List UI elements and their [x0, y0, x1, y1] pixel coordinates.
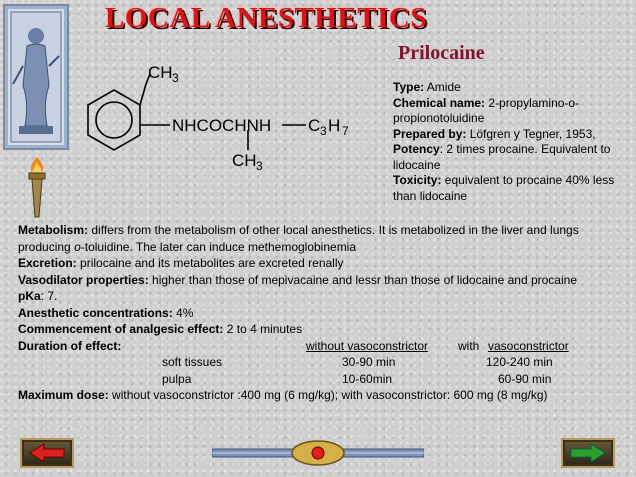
- potency-value: : 2 times procaine. Equivalent to lidocaine: [393, 142, 611, 172]
- drug-info-panel: [393, 80, 633, 204]
- pka-value: : 7.: [40, 289, 58, 303]
- metabolism-row: [18, 222, 630, 255]
- pka-label: pKa: [18, 289, 41, 303]
- concentration-row: [18, 305, 630, 322]
- torch-icon: [24, 155, 50, 221]
- max-dose-label: Maximum dose:: [18, 388, 109, 402]
- excretion-label: Excretion:: [18, 256, 77, 270]
- excretion-value: prilocaine and its metabolites are excreted renally: [80, 256, 344, 270]
- potency-row: [393, 142, 633, 173]
- ch3-bottom-label: CH: [232, 151, 257, 170]
- prepared-by-value: Löfgren y Tegner, 1953,: [469, 126, 596, 141]
- prepared-by-label: Prepared by:: [393, 126, 467, 141]
- drug-name-heading: Prilocaine: [398, 42, 485, 64]
- duration-with: 120-240 min: [486, 355, 553, 369]
- home-button[interactable]: [212, 440, 424, 466]
- chemical-structure: [72, 62, 372, 174]
- back-button[interactable]: [20, 438, 74, 468]
- toxicity-row: [393, 173, 633, 204]
- ch3-top-subscript: 3: [172, 71, 179, 85]
- concentration-label: Anesthetic concentrations:: [18, 305, 173, 320]
- duration-header-row: [18, 338, 630, 355]
- propyl-h-label: H: [328, 116, 341, 135]
- col-header-with: vasoconstrictor: [488, 338, 569, 353]
- type-value: Amide: [426, 80, 461, 94]
- metabolism-italic: o: [74, 239, 81, 254]
- vasodilator-row: [18, 272, 630, 289]
- onset-label: Commencement of analgesic effect:: [18, 322, 224, 336]
- col-header-with-prefix: with: [458, 338, 480, 353]
- arrow-left-icon: [22, 440, 72, 466]
- figure-icon: [5, 6, 67, 148]
- max-dose-row: [18, 387, 630, 404]
- propyl-h-subscript: 7: [342, 124, 349, 138]
- duration-without: 30-90 min: [342, 355, 396, 369]
- vasodilator-value: higher than those of mepivacaine and lessr than those of lidocaine and procaine: [152, 272, 577, 287]
- amide-chain-label: NHCOCHNH: [172, 116, 272, 135]
- potency-label: Potency: [393, 142, 440, 156]
- type-label: Type:: [393, 80, 425, 94]
- chemical-name-label: Chemical name:: [393, 95, 486, 110]
- col-header-without: without vasoconstrictor: [306, 338, 429, 353]
- prepared-by-row: [393, 127, 633, 143]
- duration-row-pulpa: [18, 371, 630, 388]
- chemical-name-row: [393, 96, 633, 127]
- duration-row-soft-tissues: [18, 354, 630, 371]
- vasodilator-label: Vasodilator properties:: [18, 272, 149, 287]
- onset-value: 2 to 4 minutes: [226, 322, 303, 336]
- tissue-label: pulpa: [162, 371, 192, 386]
- metabolism-value: differs from the metabolism of other local anesthetics. It is metabolized in the liver and lungs producing: [18, 223, 579, 254]
- metabolism-label: Metabolism:: [18, 223, 89, 237]
- type-row: [393, 80, 633, 96]
- pka-row: [18, 288, 630, 305]
- chemical-name-value: 2-propylamino-o-propionotoluidine: [393, 95, 580, 125]
- onset-row: [18, 321, 630, 338]
- ch3-top-label: CH: [148, 63, 173, 82]
- greek-figure-emblem: [3, 4, 69, 150]
- max-dose-value: without vasoconstrictor :400 mg (6 mg/kg); with vasoconstrictor: 600 mg (8 mg/kg): [112, 388, 548, 402]
- forward-button[interactable]: [561, 438, 615, 468]
- duration-label: Duration of effect:: [18, 338, 122, 353]
- metabolism-value-end: -toluidine. The later can induce methemoglobinemia: [80, 239, 357, 254]
- drug-details: [18, 222, 630, 404]
- duration-without: 10-60min: [342, 371, 393, 386]
- propyl-c-label: C: [308, 116, 321, 135]
- excretion-row: [18, 255, 630, 272]
- home-icon: [312, 447, 324, 459]
- benzene-ring: [88, 74, 306, 150]
- arrow-right-icon: [563, 440, 613, 466]
- ch3-bottom-subscript: 3: [256, 159, 263, 173]
- propyl-c-subscript: 3: [320, 124, 327, 138]
- duration-with: 60-90 min: [498, 371, 552, 386]
- toxicity-value: equivalent to procaine 40% less than lidocaine: [393, 173, 615, 203]
- toxicity-label: Toxicity:: [393, 173, 442, 187]
- concentration-value: 4%: [176, 305, 194, 320]
- tissue-label: soft tissues: [162, 355, 223, 369]
- page-title: LOCAL ANESTHETICS: [105, 2, 427, 34]
